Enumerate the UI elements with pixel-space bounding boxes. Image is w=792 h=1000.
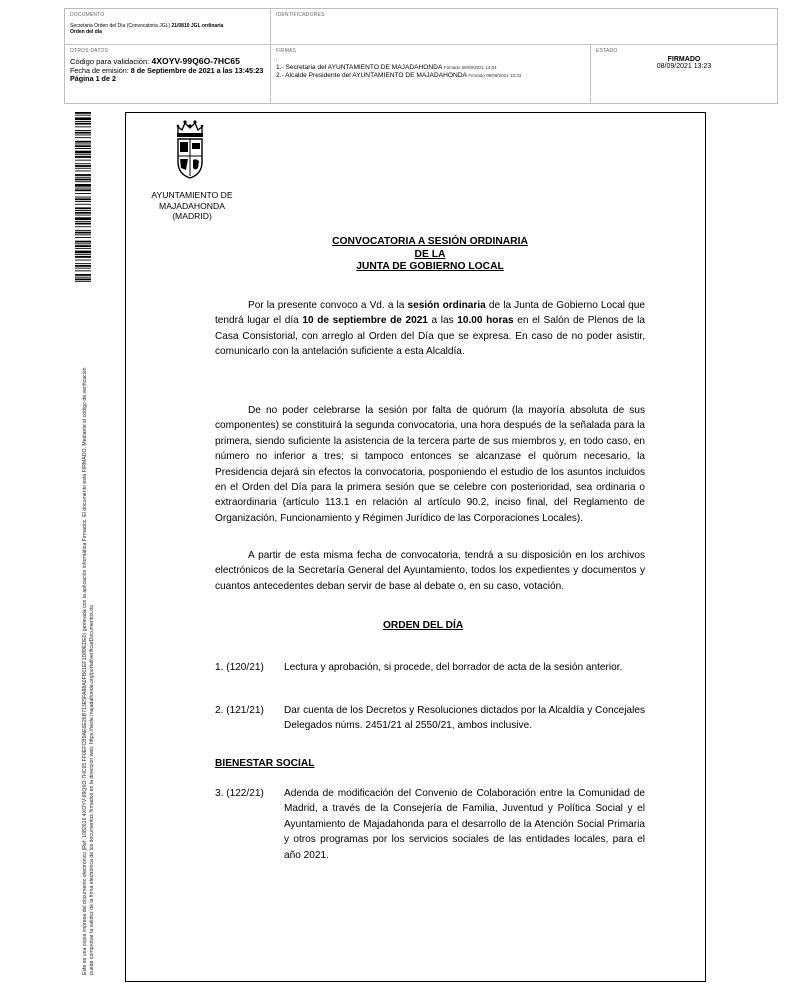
paragraph-convocatoria — [215, 298, 645, 360]
fecha-label: Fecha de emisión: — [70, 65, 129, 75]
estado-date: 08/09/2021 13:23 — [656, 63, 712, 70]
identificadores-label: IDENTIFICADORES — [276, 12, 325, 18]
agenda-item-text: Dar cuenta de los Decretos y Resoluciones dictados por la Alcaldía y Concejales Delegados núms. 2451/21 al 2550/21, ambos inclusive. — [284, 705, 645, 732]
firma-2-timestamp: Firmado 08/09/2021 13:23 — [468, 73, 522, 78]
estado-cell — [591, 45, 777, 103]
agenda-item — [215, 786, 645, 863]
documento-label: DOCUMENTO — [70, 12, 105, 18]
agenda-item-number: 1. (120/21) — [215, 662, 264, 673]
documento-line2: Orden del día — [70, 29, 102, 35]
title-line1: CONVOCATORIA A SESIÓN ORDINARIA — [332, 236, 528, 247]
documento-line1: Secretaria Orden del Día (Convocatoria JGL) — [70, 23, 171, 29]
para1-bold-fecha: 10 de septiembre de 2021 — [302, 315, 428, 327]
letterhead-line1: AYUNTAMIENTO DE — [151, 190, 233, 200]
estado-label: ESTADO — [596, 48, 618, 54]
firmas-dot: : — [276, 57, 278, 63]
estado-value: FIRMADO — [667, 56, 701, 63]
side-verification-text — [82, 275, 96, 975]
document-metadata-table — [64, 8, 778, 104]
otros-datos-cell — [65, 45, 271, 103]
side-text-line2: puede comprobar la validez de la firma electrónica de los documentos firmados en la dirección web: https://sede.majadahonda.org/portal/verificarDocumentos.do — [89, 605, 95, 975]
para1-text3: a las — [427, 315, 458, 327]
para1-text1: Por la presente convoco a Vd. a la — [248, 300, 408, 311]
firmas-cell — [271, 45, 591, 103]
fecha-value: 8 de Septiembre de 2021 a las 13:45:23 — [130, 65, 264, 75]
title-line3: JUNTA DE GOBIERNO LOCAL — [356, 261, 504, 272]
firma-1-timestamp: Firmado 08/09/2021 13:04 — [443, 65, 497, 70]
paragraph-archivos: A partir de esta misma fecha de convocatoria, tendrá a su disposición en los archivos electrónicos de la Secretaría General del Ayuntamiento, todos los expedientes y documentos y cuantos antecedentes deban servir de base al debate o, en su caso, votación. — [215, 550, 645, 592]
documento-cell — [65, 9, 271, 45]
letterhead-line2: MAJADAHONDA — [159, 200, 225, 211]
firma-2-name: 2.- Alcalde Presidente del AYUNTAMIENTO DE MAJADAHONDA — [276, 72, 467, 79]
orden-del-dia-heading: ORDEN DEL DÍA — [383, 620, 464, 631]
documento-line1-bold: 21/0810 JGL ordinaria — [171, 23, 224, 29]
para1-text4: en el Salón de Plenos de la Casa Consistorial, con arreglo al Orden del Día que se expresa. En caso de no poder asistir, comunicarlo con la antelación suficiente a esta Alcaldía. — [215, 315, 645, 358]
agenda-item — [215, 660, 645, 675]
codigo-value: 4XOYV-99Q6O-7HC65 — [151, 56, 240, 66]
coat-of-arms-icon — [172, 118, 208, 182]
bienestar-social-heading: BIENESTAR SOCIAL — [215, 758, 315, 769]
barcode-image — [75, 112, 91, 282]
codigo-label: Código para validación: — [70, 57, 150, 66]
para1-bold-hora: 10.00 horas — [457, 315, 514, 327]
letterhead — [140, 190, 244, 222]
title-line2: DE LA — [414, 248, 446, 260]
agenda-item-number: 3. (122/21) — [215, 788, 264, 799]
firma-2 — [276, 72, 585, 80]
document-title — [290, 236, 570, 274]
para1-bold-sesion: sesión ordinaria — [407, 300, 486, 311]
otros-datos-label: OTROS DATOS — [70, 48, 109, 54]
firma-1-name: 1.- Secretaria del AYUNTAMIENTO DE MAJADAHONDA — [276, 64, 442, 71]
agenda-item-text: Adenda de modificación del Convenio de Colaboración entre la Comunidad de Madrid, a través de la Consejería de Familia, Juventud y Política Social y el Ayuntamiento de Majadahonda para el desarrollo de la Atención Social Primaria y otros programas por los servicios sociales de las entidades locales, para el año 2021. — [284, 788, 645, 861]
agenda-item-text: Lectura y aprobación, si procede, del borrador de acta de la sesión anterior. — [284, 662, 623, 673]
identificadores-cell — [271, 9, 777, 45]
pagina-indicator: Página 1 de 2 — [70, 74, 116, 83]
side-text-line1: Este es una copia impresa del documento electrónico (Ref: 1082616 4XOYV-99Q6O-7HC65 FF0EFCB9AE6E26B713E5FA88A0FB61EF1D89EDE0) generada con la aplicación informática Firmadoc. El documento está FIRMADO. Mediante el código de verificación — [82, 367, 88, 975]
letterhead-line3: (MADRID) — [172, 211, 212, 221]
agenda-item — [215, 703, 645, 734]
agenda-item-number: 2. (121/21) — [215, 705, 264, 716]
paragraph-quorum: De no poder celebrarse la sesión por falta de quórum (la mayoría absoluta de sus componentes) se constituirá la segunda convocatoria, una hora después de la señalada para la primera, siendo suficiente la asistencia de la tercera parte de sus miembros y, en todo caso, en número no inferior a tres; si tampoco entonces se alcanzase el quórum necesario, la Presidencia dejará sin efectos la convocatoria, posponiendo el estudio de los asuntos incluidos en el Orden del Día para la primera sesión que se celebre con posterioridad, sea ordinaria o extraordinaria (artículo 113.1 en relación al artículo 90.2, inciso final, del Reglamento de Organización, Funcionamiento y Régimen Jurídico de las Corporaciones Locales). — [215, 405, 645, 524]
firma-1 — [276, 64, 585, 72]
para1-text2: de la Junta de Gobierno Local que tendrá lugar el día — [215, 300, 645, 327]
firmas-label: FIRMAS — [276, 48, 297, 54]
